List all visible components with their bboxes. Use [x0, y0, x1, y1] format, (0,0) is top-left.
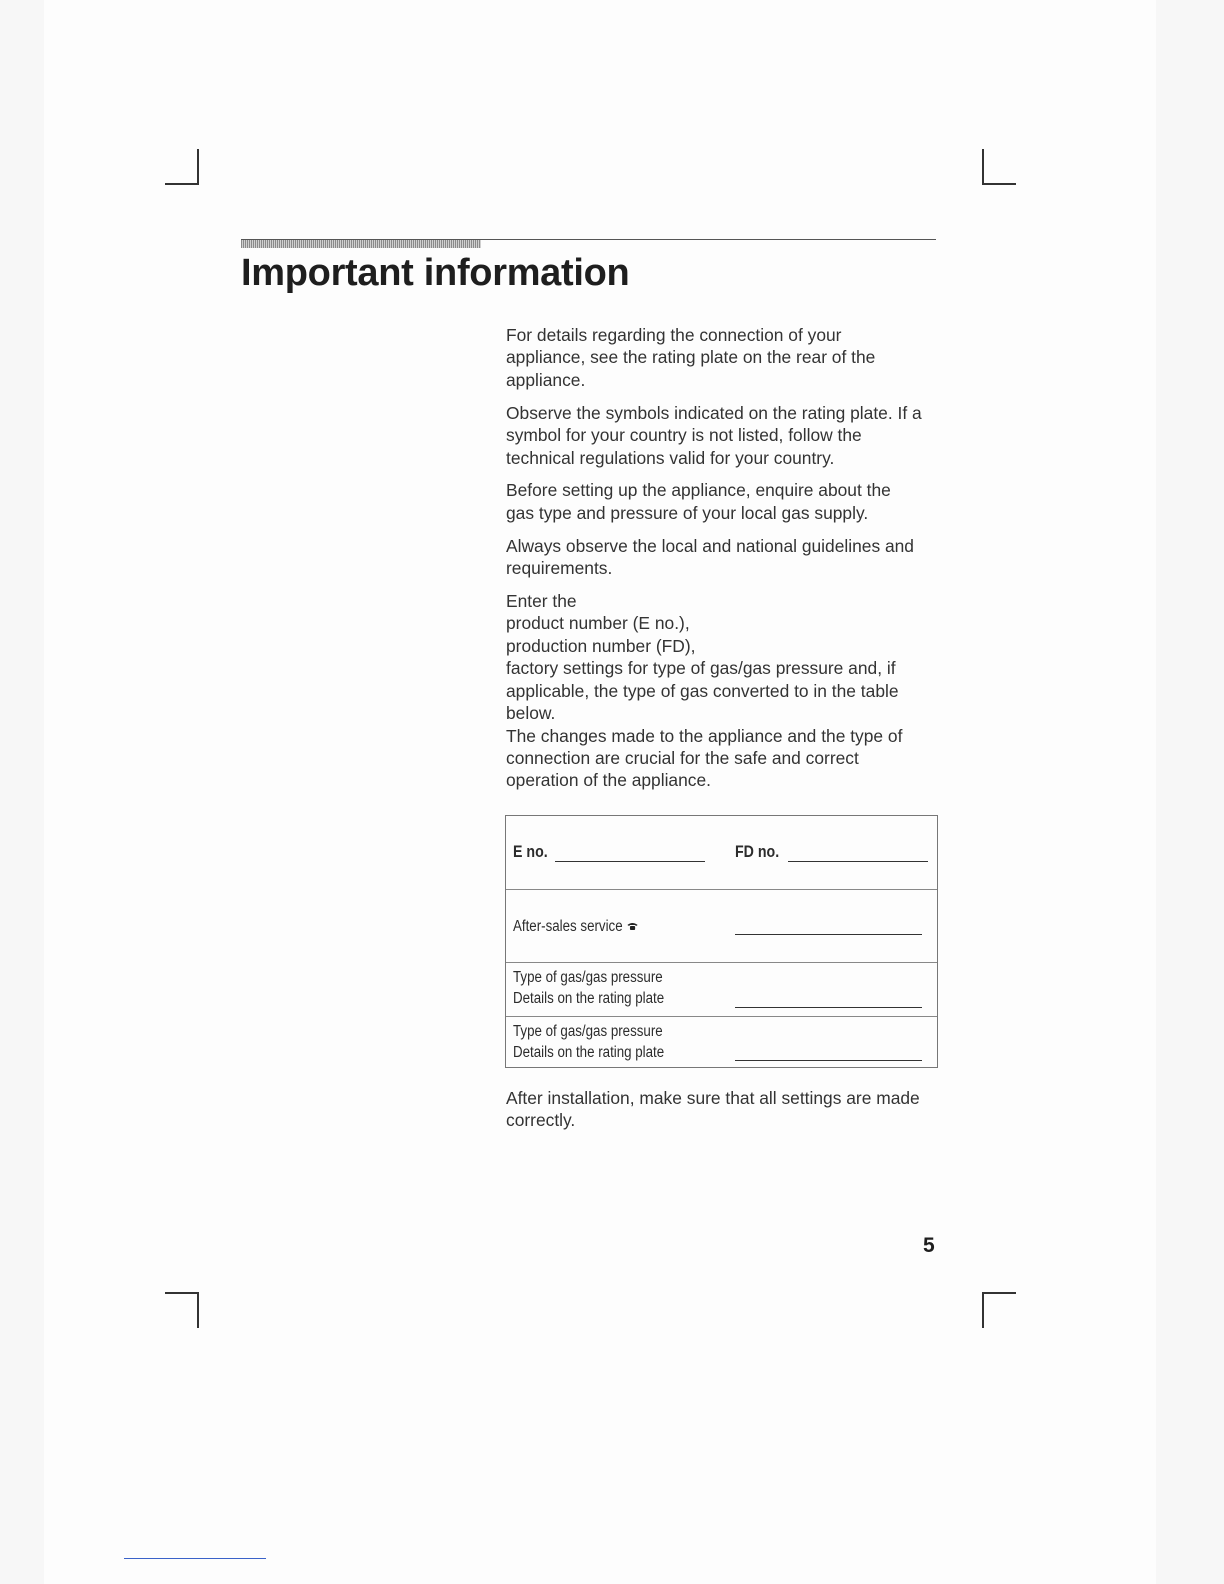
- fd-no-label: FD no.: [735, 843, 780, 861]
- heading-rule-accent: [241, 240, 481, 248]
- closing-text: [506, 1087, 946, 1132]
- telephone-icon: [628, 922, 638, 930]
- crop-mark-top-left: [165, 149, 199, 185]
- crop-mark-bottom-right: [982, 1292, 1016, 1328]
- service-blank[interactable]: [735, 934, 922, 935]
- gas-type-label: Type of gas/gas pressure: [513, 969, 663, 986]
- text-line: requirements.: [506, 558, 613, 579]
- e-no-blank[interactable]: [555, 861, 705, 862]
- page-edge-right: [1156, 0, 1224, 1584]
- gas-blank-2[interactable]: [735, 1060, 922, 1061]
- text-line: Always observe the local and national guidelines and: [506, 535, 914, 556]
- service-label-text: After-sales service: [513, 918, 623, 935]
- text-line: The changes made to the appliance and the type of: [506, 725, 903, 746]
- paragraph-guidelines: [506, 535, 946, 580]
- text-line: For details regarding the connection of your: [506, 325, 842, 345]
- text-line: technical regulations valid for your country.: [506, 447, 835, 468]
- rating-plate-label: Details on the rating plate: [513, 990, 665, 1007]
- text-line: appliance.: [506, 369, 586, 390]
- text-line: applicable, the type of gas converted to in the table: [506, 680, 899, 701]
- appliance-details-table: [505, 815, 938, 1068]
- text-line: operation of the appliance.: [506, 770, 711, 791]
- crop-mark-top-right: [982, 149, 1016, 185]
- page-number: 5: [923, 1234, 935, 1257]
- gas-type-label: Type of gas/gas pressure: [513, 1023, 663, 1040]
- paragraph-connection: [506, 324, 946, 391]
- gas-blank-1[interactable]: [735, 1007, 922, 1008]
- text-line: product number (E no.),: [506, 613, 690, 634]
- text-line: production number (FD),: [506, 635, 696, 656]
- paragraph-symbols: [506, 402, 946, 469]
- rating-plate-label: Details on the rating plate: [513, 1044, 665, 1061]
- e-no-label: E no.: [513, 843, 548, 861]
- page-title: Important information: [241, 252, 630, 294]
- text-line: Before setting up the appliance, enquire about the: [506, 480, 891, 501]
- fd-no-blank[interactable]: [788, 861, 928, 862]
- table-row-numbers: [506, 816, 937, 889]
- table-row-gas-2: [506, 1016, 937, 1068]
- text-line: symbol for your country is not listed, follow the: [506, 425, 862, 446]
- link-underline[interactable]: [124, 1558, 266, 1559]
- body-text: [506, 324, 946, 802]
- text-line: After installation, make sure that all settings are made: [506, 1088, 920, 1108]
- text-line: Enter the: [506, 591, 577, 612]
- text-line: gas type and pressure of your local gas supply.: [506, 502, 869, 523]
- text-line: appliance, see the rating plate on the rear of the: [506, 347, 876, 368]
- text-line: factory settings for type of gas/gas pressure and, if: [506, 658, 896, 679]
- paragraph-gas-type: [506, 479, 946, 524]
- text-line: connection are crucial for the safe and correct: [506, 747, 859, 768]
- paragraph-enter-details: [506, 590, 946, 792]
- service-label: [513, 916, 638, 937]
- text-line: correctly.: [506, 1110, 576, 1131]
- table-row-service: [506, 889, 937, 962]
- table-row-gas-1: [506, 962, 937, 1016]
- text-line: Observe the symbols indicated on the rating plate. If a: [506, 402, 922, 423]
- crop-mark-bottom-left: [165, 1292, 199, 1328]
- text-line: below.: [506, 703, 556, 724]
- page-edge-left: [0, 0, 44, 1584]
